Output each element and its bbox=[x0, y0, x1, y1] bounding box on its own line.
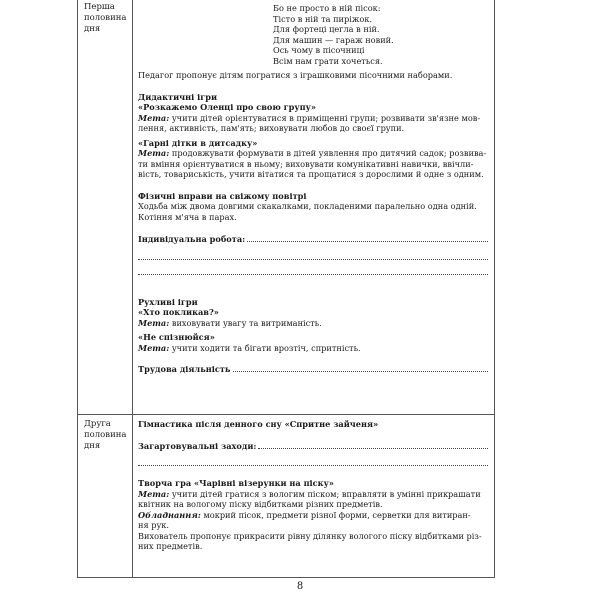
page-number: 8 bbox=[296, 581, 304, 592]
fill-line bbox=[138, 274, 488, 275]
fill-line bbox=[258, 440, 488, 449]
game-goal: Мета: учити дітей гратися з вологим піском; вправляти в умінні прикрашати bbox=[138, 488, 481, 499]
game-title: «Хто покликав?» bbox=[138, 307, 219, 317]
game-goal: Мета: продовжувати формувати в дітей уявлення про дитячий садок; розвива- bbox=[138, 148, 487, 158]
game-goal-cont: вість, товариськість, учити вітатися та прощатися з дорослими й одне з одним. bbox=[138, 169, 484, 179]
creative-game-title: Творча гра «Чарівні візерунки на піску» bbox=[138, 478, 334, 488]
column-divider bbox=[132, 0, 133, 577]
game-goal-cont: квітник на вологому піску відбитками різних предметів. bbox=[138, 499, 383, 509]
plan-table bbox=[77, 0, 495, 578]
hardening-measures: Загартовувальні заходи: bbox=[138, 440, 488, 452]
offer-line: них предметів. bbox=[138, 541, 203, 551]
poem-line: Для машин — гараж новий. bbox=[273, 34, 394, 45]
row-divider bbox=[78, 414, 494, 415]
game-goal: Мета: учити ходити та бігати врозтіч, спритність. bbox=[138, 342, 361, 353]
fill-line bbox=[233, 363, 489, 372]
individual-work: Індивідуальна робота: bbox=[138, 233, 488, 245]
poem-line: Для фортеці цегла в ній. bbox=[273, 24, 380, 34]
game-goal-cont: лення, активність, пам'ять; виховувати любов до своєї групи. bbox=[138, 123, 405, 133]
first-half-content bbox=[138, 3, 488, 375]
outdoor-heading: Фізичні вправи на свіжому повітрі bbox=[138, 190, 307, 201]
outdoor-line: Котіння м'яча в парах. bbox=[138, 211, 237, 222]
teacher-offer: Педагог пропонує дітям погратися з іграшковими пісочними наборами. bbox=[138, 70, 453, 80]
active-heading: Рухливі ігри bbox=[138, 296, 198, 307]
fill-line bbox=[247, 233, 488, 242]
second-half-content bbox=[138, 419, 488, 552]
equipment: Обладнання: мокрий пісок, предмети різної форми, серветки для витиран- bbox=[138, 509, 471, 520]
fill-line bbox=[138, 465, 488, 466]
offer-line: Вихователь пропонує прикрасити рівну ділянку вологого піску відбитками різ- bbox=[138, 530, 482, 541]
game-title: «Гарні дітки в дитсадку» bbox=[138, 137, 258, 148]
poem-line: Ось чому в пісочниці bbox=[273, 45, 365, 55]
didactic-heading: Дидактичні ігри bbox=[138, 91, 218, 102]
equipment-cont: ня рук. bbox=[138, 520, 170, 530]
game-title: «Розкажемо Оленці про свою групу» bbox=[138, 102, 316, 112]
game-goal-cont: ти вміння орієнтуватися в ньому; виховувати комунікативні навички, ввічли- bbox=[138, 158, 474, 169]
fill-line bbox=[138, 259, 488, 260]
outdoor-line: Ходьба між двома довгими скакалками, покладеними паралельно одна одній. bbox=[138, 201, 477, 211]
poem bbox=[273, 3, 488, 66]
second-half-label: Друга половина дня bbox=[84, 419, 127, 451]
game-goal: Мета: учити дітей орієнтуватися в приміщенні групи; розвивати зв'язне мов- bbox=[138, 112, 481, 123]
first-half-label: Перша половина дня bbox=[84, 2, 127, 34]
poem-line: Всім нам грати хочеться. bbox=[273, 55, 383, 66]
poem-line: Бо не просто в ній пісок: bbox=[273, 3, 381, 13]
poem-line: Тісто в ній та пиріжок. bbox=[273, 13, 373, 24]
game-goal: Мета: виховувати увагу та витриманість. bbox=[138, 317, 322, 328]
gymnastics: Гімнастика після денного сну «Спритне зайченя» bbox=[138, 419, 379, 429]
game-title: «Не спізнюйся» bbox=[138, 332, 215, 342]
labor-activity: Трудова діяльність bbox=[138, 363, 488, 375]
